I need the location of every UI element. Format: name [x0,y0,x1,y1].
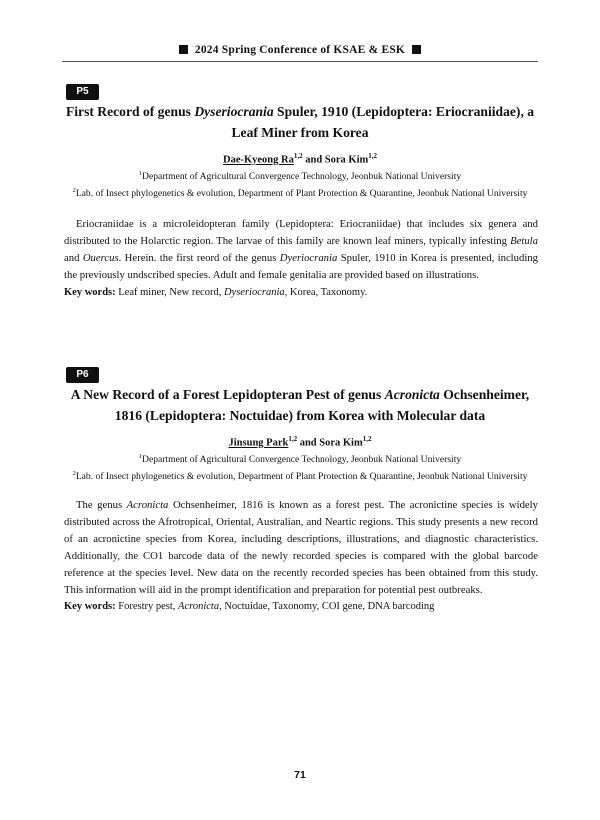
affiliation-line: $^1$Department of Agricultural Convergence Technology, Jeonbuk National University [138,170,462,183]
affiliation-line: $^1$Department of Agricultural Convergence Technology, Jeonbuk National University [138,453,462,466]
abstract-text-run: Eriocraniidae is a microleidopteran family (Lepidoptera: Eriocraniidae) that includes six genera and distributed to the Holarctic region. The larvae of this family are known leaf miners, typically infesting [64,218,538,247]
square-bullet-icon [412,45,421,54]
affiliation-line: $^2$Lab. of Insect phylogenetics & evolution, Department of Plant Protection & Quarantine, Jeonbuk National University [72,187,528,200]
paper-abstract [64,497,538,599]
paper-keywords: Key words: Forestry pest, Acronicta, Noctuidae, Taxonomy, COI gene, DNA barcoding [64,601,435,612]
paper-title: A New Record of a Forest Lepidopteran Pest of genus Acronicta Ochsenheimer, 1816 (Lepidoptera: Noctuidae) from Korea with Molecular data [70,387,530,423]
paper-title: First Record of genus Dyseriocrania Spuler, 1910 (Lepidoptera: Eriocraniidae), a Leaf Miner from Korea [65,104,535,140]
abstract-text-run: Ochsenheimer, 1816 is known as a forest pest. The acronictine species is widely distributed across the Afrotropical, Oriental, Australian, and Neartic regions. This study presents a new record of an acronictine species from Korea, including descriptions, illustrations, and diagnostic characteristics. Additionally, the CO1 barcode data of the newly recorded species is compared with the global barcode reference at the species level. New data on the recently recorded species has been obtained from this study. This information will aid in the prompt identification and preparation for potential pest outbreaks. [64,499,538,596]
paper-abstract [64,216,538,284]
abstract-text-run: Betula [510,235,538,247]
paper-affiliations [62,450,538,484]
square-bullet-icon [179,45,188,54]
abstract-text-run: Acronicta [126,499,169,511]
paper-authors: Jinsung Park$^{1,2}$ and Sora Kim$^{1,2}$ [228,435,372,449]
keyword-run: Leaf miner, New record, [115,287,224,298]
paper-keywords: Key words: Leaf miner, New record, Dyseriocrania, Korea, Taxonomy. [64,287,368,298]
affiliation-line: $^2$Lab. of Insect phylogenetics & evolution, Department of Plant Protection & Quarantine, Jeonbuk National University [72,470,528,483]
conference-title: 2024 Spring Conference of KSAE & ESK [194,44,406,56]
paper-badge: P5 [66,84,99,100]
keyword-run: Dyseriocrania [223,287,285,298]
abstract-text-run: The genus [76,499,127,511]
conference-header [62,44,538,56]
keyword-run: , Noctuidae, Taxonomy, COI gene, DNA barcoding [219,601,435,612]
keyword-run: , Korea, Taxonomy. [284,287,368,298]
abstract-text-run: . Herein. the first reord of the genus [118,252,280,264]
page-number: 71 [294,769,306,781]
abstract-text-run: and [64,252,83,264]
abstract-text-run: Spuler, 1910 in Korea is presented, including the previously undscribed species. Adult and female genitalia are provided based on illustrations. [64,252,538,281]
paper-authors: Dae-Kyeong Ra$^{1,2}$ and Sora Kim$^{1,2}$ [222,152,377,166]
paper-badge: P6 [66,367,99,383]
keyword-run: Forestry pest, [115,601,179,612]
abstract-text-run: Dyeriocrania [279,252,338,264]
abstract-text-run: Ouercus [82,252,119,264]
paper-affiliations [62,167,538,201]
presenting-author: Jinsung Park [228,437,289,449]
header-rule [62,61,538,62]
presenting-author: Dae-Kyeong Ra [222,154,294,166]
keyword-run: Acronicta [178,601,220,612]
